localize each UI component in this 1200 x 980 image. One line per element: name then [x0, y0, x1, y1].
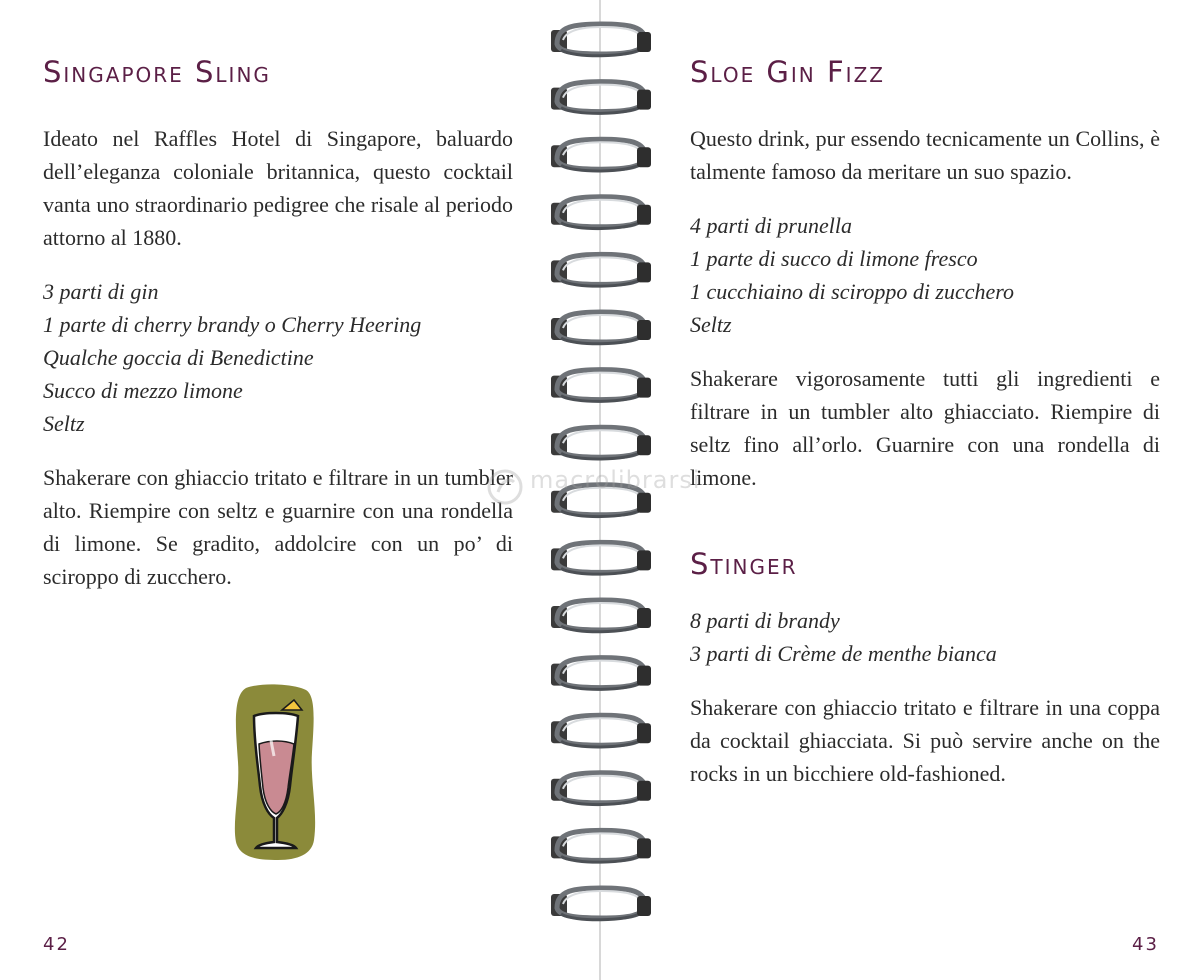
ingredient: 3 parti di gin: [43, 279, 159, 304]
ingredient-list: [43, 275, 513, 440]
spiral-ring: [551, 139, 651, 171]
spiral-ring: [551, 24, 651, 56]
spiral-ring: [551, 658, 651, 690]
recipe-singapore-sling: [43, 52, 513, 593]
cocktail-glass-icon: [232, 682, 318, 862]
recipe-intro: Questo drink, pur essendo tecnicamente un Collins, è talmente famoso da meritare un suo spazio.: [690, 126, 1160, 184]
recipe-method: Shakerare vigorosamente tutti gli ingredienti e filtrare in un tumbler alto ghiacciato. Riempire di seltz fino all’orlo. Guarnire con una rondella di limone.: [690, 366, 1160, 490]
ingredient: 1 parte di succo di limone fresco: [690, 246, 978, 271]
spiral-ring: [551, 427, 651, 459]
right-recipes: [690, 52, 1160, 790]
spiral-ring: [551, 197, 651, 229]
watermark: macrolibrarsi: [530, 466, 701, 494]
spiral-ring: [551, 312, 651, 344]
spiral-ring: [551, 254, 651, 286]
recipe-intro: Ideato nel Raffles Hotel di Singapore, baluardo dell’eleganza coloniale britannica, questo cocktail vanta uno straordinario pedigree che risale al periodo attorno al 1880.: [43, 126, 513, 250]
ingredient: 1 cucchiaino di sciroppo di zucchero: [690, 279, 1015, 304]
page-number: 42: [43, 934, 70, 955]
ingredient: Seltz: [43, 411, 85, 436]
recipe-title: Stinger: [690, 547, 798, 581]
recipe-method: Shakerare con ghiaccio tritato e filtrare in una coppa da cocktail ghiacciata. Si può servire anche on the rocks in un bicchiere old-fashioned.: [690, 695, 1160, 786]
recipe-method: Shakerare con ghiaccio tritato e filtrare in un tumbler alto. Riempire con seltz e guarnire con una rondella di limone. Se gradito, addolcire con un po’ di sciroppo di zucchero.: [43, 465, 513, 589]
spiral-ring: [551, 600, 651, 632]
ingredient-list: [690, 209, 1160, 341]
spiral-ring: [551, 830, 651, 862]
spiral-ring: [551, 888, 651, 920]
ingredient: 3 parti di Crème de menthe bianca: [690, 641, 997, 666]
ingredient: 8 parti di brandy: [690, 608, 840, 633]
recipe-title: Sloe Gin Fizz: [690, 55, 885, 89]
ingredient: Seltz: [690, 312, 732, 337]
page-number: 43: [1132, 934, 1159, 955]
ingredient-list: [690, 604, 1160, 670]
ingredient: Qualche goccia di Benedictine: [43, 345, 314, 370]
spiral-ring: [551, 542, 651, 574]
ingredient: 1 parte di cherry brandy o Cherry Heering: [43, 312, 422, 337]
spiral-ring: [551, 82, 651, 114]
ingredient: 4 parti di prunella: [690, 213, 852, 238]
ingredient: Succo di mezzo limone: [43, 378, 243, 403]
watermark-logo-icon: [486, 468, 524, 506]
spiral-ring: [551, 715, 651, 747]
recipe-title: Singapore Sling: [43, 55, 271, 89]
spiral-ring: [551, 773, 651, 805]
spiral-ring: [551, 370, 651, 402]
